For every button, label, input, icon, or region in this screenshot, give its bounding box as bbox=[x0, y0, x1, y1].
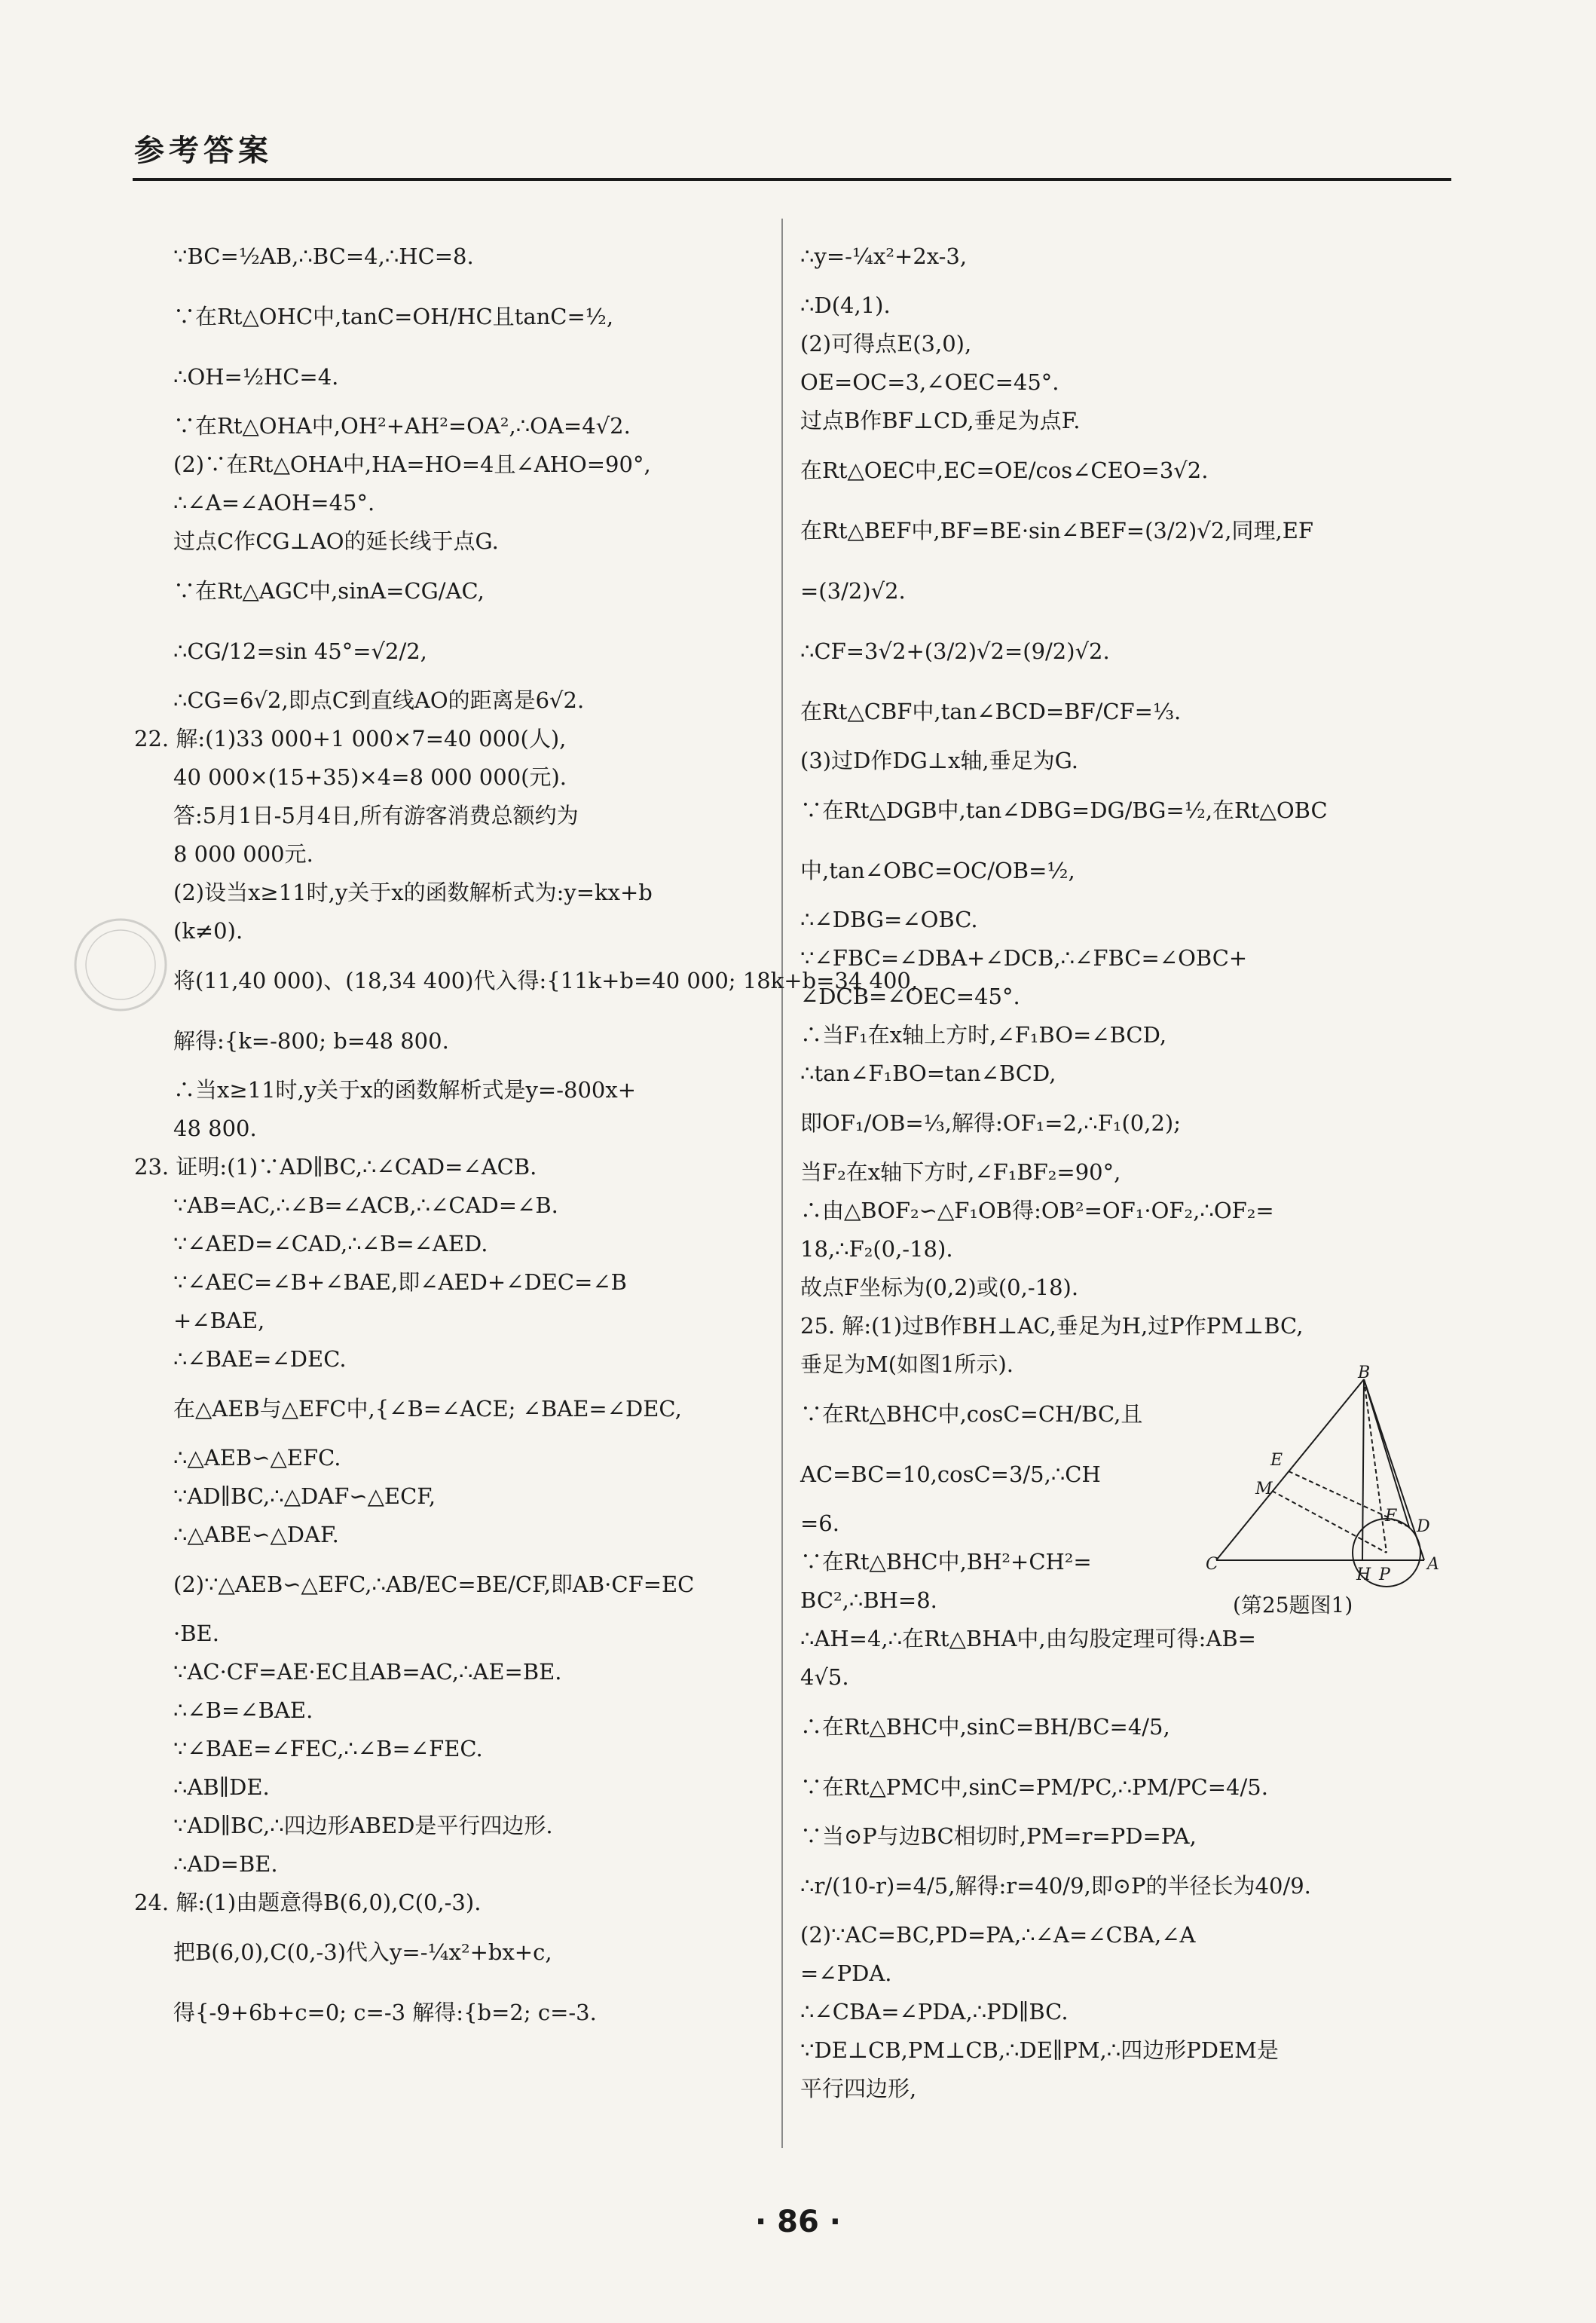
header-rule bbox=[133, 178, 1451, 181]
answer-line: ∵∠FBC=∠DBA+∠DCB,∴∠FBC=∠OBC+ bbox=[800, 945, 1248, 971]
answer-line: ∴∠A=∠AOH=45°. bbox=[173, 490, 375, 516]
answer-line: ∴∠DBG=∠OBC. bbox=[800, 907, 978, 932]
answer-line: 过点B作BF⊥CD,垂足为点F. bbox=[800, 408, 1081, 433]
answer-line: ∵DE⊥CB,PM⊥CB,∴DE∥PM,∴四边形PDEM是 bbox=[800, 2037, 1279, 2063]
answer-line: ∴△ABE∽△DAF. bbox=[173, 1522, 339, 1547]
answer-line: 在△AEB与△EFC中,{∠B=∠ACE; ∠BAE=∠DEC, bbox=[173, 1396, 682, 1422]
answer-line: ∴tan∠F₁BO=tan∠BCD, bbox=[800, 1060, 1056, 1086]
answer-line: 当F₂在x轴下方时,∠F₁BF₂=90°, bbox=[800, 1159, 1121, 1185]
answer-line: (2)可得点E(3,0), bbox=[800, 331, 972, 357]
fig-label-c: C bbox=[1206, 1555, 1218, 1574]
answer-line: ∵BC=½AB,∴BC=4,∴HC=8. bbox=[173, 243, 474, 269]
fig-label-h: H bbox=[1356, 1566, 1371, 1584]
answer-line: 18,∴F₂(0,-18). bbox=[800, 1236, 953, 1262]
answer-line: (k≠0). bbox=[173, 918, 243, 944]
answer-line: OE=OC=3,∠OEC=45°. bbox=[800, 369, 1059, 395]
answer-line: (2)设当x≥11时,y关于x的函数解析式为:y=kx+b bbox=[173, 880, 653, 905]
answer-line: ∵在Rt△OHC中,tanC=OH/HC且tanC=½, bbox=[173, 304, 614, 329]
answer-line: (2)∵△AEB∽△EFC,∴AB/EC=BE/CF,即AB·CF=EC bbox=[173, 1572, 695, 1597]
answer-line: =∠PDA. bbox=[800, 1960, 892, 1986]
answer-line: ∵AB=AC,∴∠B=∠ACB,∴∠CAD=∠B. bbox=[173, 1192, 558, 1218]
answer-line: 得{-9+6b+c=0; c=-3 解得:{b=2; c=-3. bbox=[173, 2000, 597, 2025]
answer-line: ∵∠BAE=∠FEC,∴∠B=∠FEC. bbox=[173, 1736, 483, 1761]
answer-line: ∴CG=6√2,即点C到直线AO的距离是6√2. bbox=[173, 687, 585, 713]
answer-line: ∴y=-¼x²+2x-3, bbox=[800, 243, 968, 269]
answer-line: ∵∠AED=∠CAD,∴∠B=∠AED. bbox=[173, 1231, 488, 1256]
watermark-stamp-icon bbox=[68, 912, 173, 1018]
answer-line: 22. 解:(1)33 000+1 000×7=40 000(人), bbox=[134, 726, 567, 751]
answer-line: ∵AD∥BC,∴四边形ABED是平行四边形. bbox=[173, 1813, 553, 1838]
answer-line: 40 000×(15+35)×4=8 000 000(元). bbox=[173, 764, 567, 790]
answer-line: ∴在Rt△BHC中,sinC=BH/BC=4/5, bbox=[800, 1714, 1170, 1740]
answer-line: ∴OH=½HC=4. bbox=[173, 364, 339, 390]
answer-line: 4√5. bbox=[800, 1664, 849, 1690]
answer-line: (2)∵AC=BC,PD=PA,∴∠A=∠CBA,∠A bbox=[800, 1922, 1196, 1948]
answer-line: ∴r/(10-r)=4/5,解得:r=40/9,即⊙P的半径长为40/9. bbox=[800, 1873, 1311, 1899]
answer-line: ∴当x≥11时,y关于x的函数解析式是y=-800x+ bbox=[173, 1077, 636, 1103]
answer-line: ∴D(4,1). bbox=[800, 292, 891, 318]
answer-line: ∴由△BOF₂∽△F₁OB得:OB²=OF₁·OF₂,∴OF₂= bbox=[800, 1198, 1274, 1223]
fig-label-b: B bbox=[1358, 1364, 1371, 1382]
answer-line: ∵在Rt△OHA中,OH²+AH²=OA²,∴OA=4√2. bbox=[173, 413, 631, 439]
answer-line: 垂足为M(如图1所示). bbox=[800, 1351, 1014, 1377]
figure-caption: (第25题图1) bbox=[1233, 1593, 1353, 1618]
answer-line: ∴∠B=∠BAE. bbox=[173, 1697, 313, 1723]
answer-line: (2)∵在Rt△OHA中,HA=HO=4且∠AHO=90°, bbox=[173, 451, 651, 477]
answer-line: 在Rt△CBF中,tan∠BCD=BF/CF=⅓. bbox=[800, 699, 1182, 724]
answer-line: ∴CG/12=sin 45°=√2/2, bbox=[173, 638, 427, 664]
answer-line: =(3/2)√2. bbox=[800, 578, 906, 604]
answer-line: 答:5月1日-5月4日,所有游客消费总额约为 bbox=[173, 803, 579, 828]
fig-label-p: P bbox=[1379, 1566, 1390, 1584]
answer-line: 故点F坐标为(0,2)或(0,-18). bbox=[800, 1275, 1079, 1300]
answer-line: ∵在Rt△BHC中,BH²+CH²= bbox=[800, 1549, 1092, 1575]
answer-line: 中,tan∠OBC=OC/OB=½, bbox=[800, 858, 1075, 883]
geometry-figure bbox=[1206, 1364, 1447, 1613]
answer-line: ∴∠CBA=∠PDA,∴PD∥BC. bbox=[800, 1999, 1069, 2025]
answer-line: =6. bbox=[800, 1510, 839, 1536]
fig-label-a: A bbox=[1427, 1555, 1439, 1574]
answer-line: ∴∠BAE=∠DEC. bbox=[173, 1346, 347, 1372]
answer-line: ·BE. bbox=[173, 1621, 219, 1646]
answer-line: 把B(6,0),C(0,-3)代入y=-¼x²+bx+c, bbox=[173, 1939, 552, 1965]
page-number: · 86 · bbox=[755, 2205, 841, 2239]
answer-line: BC²,∴BH=8. bbox=[800, 1587, 937, 1613]
answer-line: ∴△AEB∽△EFC. bbox=[173, 1445, 341, 1471]
answer-line: 在Rt△BEF中,BF=BE·sin∠BEF=(3/2)√2,同理,EF bbox=[800, 518, 1314, 543]
answer-line: 即OF₁/OB=⅓,解得:OF₁=2,∴F₁(0,2); bbox=[800, 1110, 1181, 1136]
answer-line: ∵在Rt△BHC中,cosC=CH/BC,且 bbox=[800, 1401, 1143, 1427]
answer-line: ∵在Rt△DGB中,tan∠DBG=DG/BG=½,在Rt△OBC bbox=[800, 797, 1328, 823]
answer-line: 将(11,40 000)、(18,34 400)代入得:{11k+b=40 000; 18k+b=34 400, bbox=[173, 968, 919, 993]
answer-line: 解得:{k=-800; b=48 800. bbox=[173, 1028, 449, 1054]
answer-line: 8 000 000元. bbox=[173, 841, 313, 867]
answer-line: ∵当⊙P与边BC相切时,PM=r=PD=PA, bbox=[800, 1823, 1197, 1849]
fig-label-f: F bbox=[1385, 1507, 1397, 1526]
answer-line: ∠DCB=∠OEC=45°. bbox=[800, 984, 1020, 1009]
page-header-title: 参考答案 bbox=[134, 133, 273, 168]
answer-line: +∠BAE, bbox=[173, 1308, 265, 1333]
answer-line: 在Rt△OEC中,EC=OE/cos∠CEO=3√2. bbox=[800, 458, 1209, 483]
answer-line: 25. 解:(1)过B作BH⊥AC,垂足为H,过P作PM⊥BC, bbox=[800, 1313, 1304, 1339]
fig-label-d: D bbox=[1417, 1517, 1430, 1536]
answer-line: 23. 证明:(1)∵AD∥BC,∴∠CAD=∠ACB. bbox=[134, 1154, 537, 1180]
fig-label-e: E bbox=[1270, 1451, 1283, 1470]
answer-line: ∵AD∥BC,∴△DAF∽△ECF, bbox=[173, 1483, 436, 1509]
answer-line: ∵∠AEC=∠B+∠BAE,即∠AED+∠DEC=∠B bbox=[173, 1269, 627, 1295]
answer-line: (3)过D作DG⊥x轴,垂足为G. bbox=[800, 748, 1078, 773]
answer-line: 24. 解:(1)由题意得B(6,0),C(0,-3). bbox=[134, 1890, 482, 1915]
fig-label-m: M bbox=[1255, 1480, 1273, 1498]
answer-line: ∵AC·CF=AE·EC且AB=AC,∴AE=BE. bbox=[173, 1659, 562, 1685]
answer-line: ∴AD=BE. bbox=[173, 1851, 278, 1877]
answer-line: 平行四边形, bbox=[800, 2076, 917, 2101]
answer-line: ∴CF=3√2+(3/2)√2=(9/2)√2. bbox=[800, 638, 1110, 664]
answer-line: 48 800. bbox=[173, 1116, 257, 1141]
answer-line: 过点C作CG⊥AO的延长线于点G. bbox=[173, 528, 499, 554]
answer-line: ∵在Rt△PMC中,sinC=PM/PC,∴PM/PC=4/5. bbox=[800, 1774, 1268, 1800]
answer-line: ∴当F₁在x轴上方时,∠F₁BO=∠BCD, bbox=[800, 1022, 1167, 1048]
answer-line: AC=BC=10,cosC=3/5,∴CH bbox=[800, 1461, 1101, 1487]
answer-line: ∴AH=4,∴在Rt△BHA中,由勾股定理可得:AB= bbox=[800, 1626, 1256, 1651]
right-column bbox=[800, 226, 1448, 2108]
answer-line: ∴AB∥DE. bbox=[173, 1774, 270, 1800]
answer-line: ∵在Rt△AGC中,sinA=CG/AC, bbox=[173, 578, 485, 604]
